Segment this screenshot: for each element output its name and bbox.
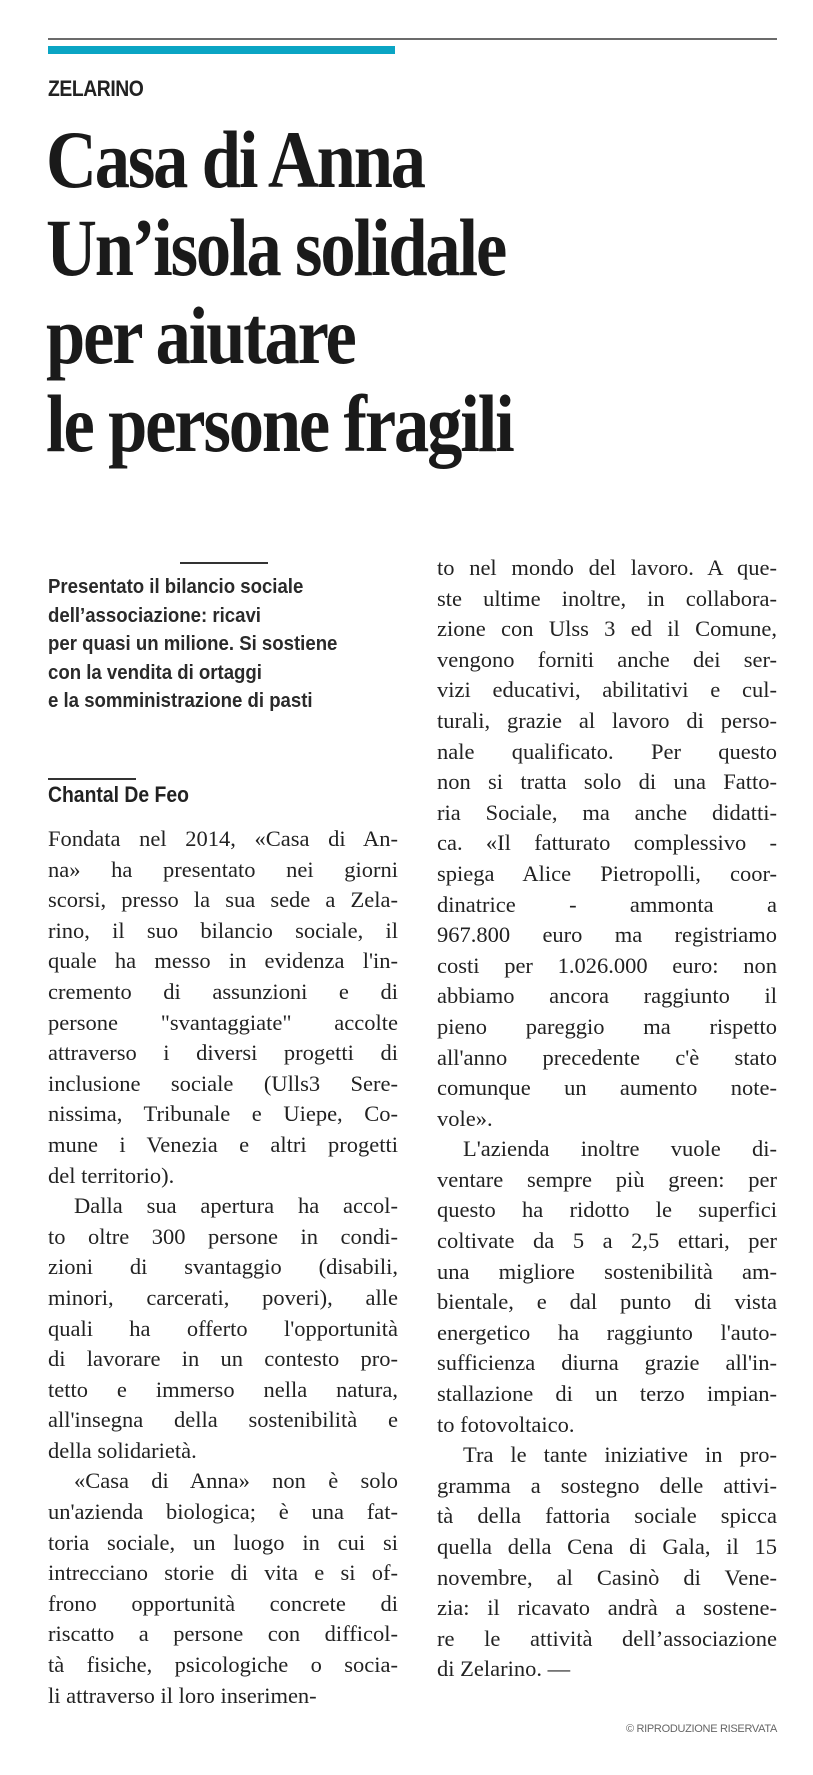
body-text-line: vole». xyxy=(437,1105,493,1131)
headline-line: Un’isola solidale xyxy=(46,202,506,293)
body-text-line: scorsi, presso la sua sede a Zela- xyxy=(48,887,398,913)
body-text-line: costi per 1.026.000 euro: non xyxy=(437,952,777,978)
body-text-line: del territorio). xyxy=(48,1162,175,1188)
body-text-line: della solidarietà. xyxy=(48,1437,197,1463)
author-rule xyxy=(48,778,136,780)
body-text-line: vizi educativi, abilitativi e cul- xyxy=(437,677,777,703)
body-text-line: stallazione di un terzo impian- xyxy=(437,1381,777,1407)
section-accent-bar xyxy=(48,46,395,54)
copyright-notice: © RIPRODUZIONE RISERVATA xyxy=(625,1723,777,1735)
body-text-line: zia: il ricavato andrà a sostene- xyxy=(437,1595,777,1621)
body-text-line: mune i Venezia e altri progetti xyxy=(48,1131,398,1157)
section-kicker: ZELARINO xyxy=(48,76,144,101)
body-text-line: bientale, e dal punto di vista xyxy=(437,1289,777,1315)
body-text-line: quali ha offerto l'opportunità xyxy=(48,1315,398,1341)
body-text-line: Dalla sua apertura ha accol- xyxy=(74,1193,398,1219)
body-text-line: energetico ha raggiunto l'auto- xyxy=(437,1319,777,1345)
body-text-line: frono opportunità concrete di xyxy=(48,1590,398,1616)
body-text-line: riscatto a persone con difficol- xyxy=(48,1621,398,1647)
body-text-line: zione con Ulss 3 ed il Comune, xyxy=(437,616,777,642)
subtitle-line: e la somministrazione di pasti xyxy=(48,690,313,712)
body-text-line: re le attività dell’associazione xyxy=(437,1625,777,1651)
body-text-line: sufficienza diurna grazie all'in- xyxy=(437,1350,777,1376)
body-text-line: toria sociale, un luogo in cui si xyxy=(48,1529,398,1555)
headline-line: le persone fragili xyxy=(46,378,513,469)
body-text-line: 967.800 euro ma registriamo xyxy=(437,922,777,948)
body-text-line: questo ha ridotto le superfici xyxy=(437,1197,777,1223)
body-text-line: novembre, al Casinò di Vene- xyxy=(437,1564,777,1590)
body-text-line: L'azienda inoltre vuole di- xyxy=(463,1136,777,1162)
body-text-line: gramma a sostegno delle attivi- xyxy=(437,1472,777,1498)
body-text-line: all'insegna della sostenibilità e xyxy=(48,1407,398,1433)
body-text-line: rino, il suo bilancio sociale, il xyxy=(48,917,398,943)
body-text-line: «Casa di Anna» non è solo xyxy=(74,1468,398,1494)
body-text-line: intrecciano storie di vita e si of- xyxy=(48,1560,398,1586)
body-text-line: li attraverso il loro inserimen- xyxy=(48,1682,317,1708)
body-text-line: to oltre 300 persone in condi- xyxy=(48,1223,398,1249)
body-text-line: cremento di assunzioni e di xyxy=(48,978,398,1004)
subtitle-line: Presentato il bilancio sociale xyxy=(48,576,304,598)
body-text-line: tà della fattoria sociale spicca xyxy=(437,1503,777,1529)
body-text-line: ventare sempre più green: per xyxy=(437,1166,777,1192)
body-text-line: Fondata nel 2014, «Casa di An- xyxy=(48,826,398,851)
body-text-line: pieno pareggio ma rispetto xyxy=(437,1013,777,1039)
body-text-line: na» ha presentato nei giorni xyxy=(48,856,398,882)
subtitle-line: dell’associazione: ricavi xyxy=(48,604,261,627)
headline xyxy=(46,116,513,468)
top-rule xyxy=(48,38,777,40)
body-text-line: quella della Cena di Gala, il 15 xyxy=(437,1534,777,1559)
body-column-left xyxy=(48,824,398,1711)
body-text-line: inclusione sociale (Ulls3 Sere- xyxy=(48,1070,398,1096)
author-byline: Chantal De Feo xyxy=(48,782,189,807)
body-text-line: persone "svantaggiate" accolte xyxy=(48,1009,398,1035)
body-text-line: spiega Alice Pietropolli, coor- xyxy=(437,860,777,886)
body-text-line: ria Sociale, ma anche didatti- xyxy=(437,799,777,825)
body-text-line: dinatrice - ammonta a xyxy=(437,891,777,917)
body-text-line: una migliore sostenibilità am- xyxy=(437,1258,777,1284)
body-text-line: di Zelarino. — xyxy=(437,1656,571,1682)
body-text-line: coltivate da 5 a 2,5 ettari, per xyxy=(437,1228,777,1254)
body-text-line: zioni di svantaggio (disabili, xyxy=(48,1254,398,1280)
body-text-line: vengono forniti anche dei ser- xyxy=(437,646,777,672)
body-text-line: abbiamo ancora raggiunto il xyxy=(437,983,777,1009)
body-text-line: tetto e immerso nella natura, xyxy=(48,1376,398,1402)
body-text-line: minori, carcerati, poveri), alle xyxy=(48,1284,398,1310)
body-column-right xyxy=(437,553,777,1685)
subtitle-rule xyxy=(180,562,268,564)
body-text-line: to nel mondo del lavoro. A que- xyxy=(437,555,777,580)
body-text-line: all'anno precedente c'è stato xyxy=(437,1044,777,1070)
body-text-line: comunque un aumento note- xyxy=(437,1075,777,1101)
body-text-line: un'azienda biologica; è una fat- xyxy=(48,1499,398,1525)
headline-line: per aiutare xyxy=(46,290,355,381)
body-text-line: attraverso i diversi progetti di xyxy=(48,1040,398,1066)
body-text-line: quale ha messo in evidenza l'in- xyxy=(48,948,398,974)
subtitle xyxy=(48,573,383,716)
body-text-line: turali, grazie al lavoro di perso- xyxy=(437,707,777,733)
body-text-line: Tra le tante iniziative in pro- xyxy=(463,1442,777,1468)
body-text-line: nissima, Tribunale e Uiepe, Co- xyxy=(48,1101,398,1127)
body-text-line: di lavorare in un contesto pro- xyxy=(48,1346,398,1372)
body-text-line: to fotovoltaico. xyxy=(437,1411,575,1437)
body-text-line: tà fisiche, psicologiche o socia- xyxy=(48,1652,398,1678)
body-text-line: ca. «Il fatturato complessivo - xyxy=(437,830,777,856)
subtitle-line: per quasi un milione. Si sostiene xyxy=(48,633,338,655)
body-text-line: non si tratta solo di una Fatto- xyxy=(437,769,777,795)
body-text-line: nale qualificato. Per questo xyxy=(437,738,777,764)
body-text-line: ste ultime inoltre, in collabora- xyxy=(437,585,777,611)
headline-line: Casa di Anna xyxy=(46,114,424,205)
subtitle-line: con la vendita di ortaggi xyxy=(48,661,262,684)
